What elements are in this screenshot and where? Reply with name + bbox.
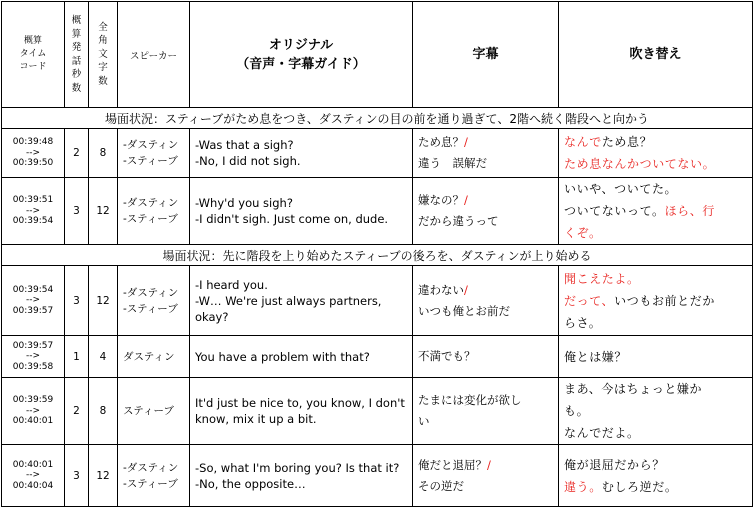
- table-row: [2, 445, 753, 507]
- timecode-cell: 00:39:51 --> 00:39:54: [2, 178, 65, 245]
- chars-cell: 12: [89, 445, 118, 507]
- dub-cell: いいや、ついてた。 ついてないって。ほら、行 くぞ。: [559, 178, 753, 245]
- table-row: [2, 336, 753, 378]
- dub-cell: なんでため息？ ため息なんかついてない。: [559, 129, 753, 178]
- original-cell: -Why'd you sigh? -I didn't sigh. Just come on, dude.: [190, 178, 413, 245]
- subtitle-cell: ため息？/ 違う 誤解だ: [413, 129, 559, 178]
- table-row: [2, 178, 753, 245]
- speaker-cell: スティーブ: [118, 378, 190, 445]
- seconds-cell: 2: [65, 378, 89, 445]
- chars-cell: 8: [89, 378, 118, 445]
- dub-cell: 聞こえたよ。 だって、いつもお前とだか らさ。: [559, 266, 753, 336]
- dub-cell: 俺が退屈だから？ 違う。むしろ逆だ。: [559, 445, 753, 507]
- header-row: [2, 2, 753, 108]
- scene-row: [2, 245, 753, 266]
- dub-cell: 俺とは嫌？: [559, 336, 753, 378]
- scene-description: 場面状況：スティーブがため息をつき、ダスティンの目の前を通り過ぎて、2階へ続く階段へと向かう: [2, 108, 753, 129]
- subtitle-cell: 違わない/ いつも俺とお前だ: [413, 266, 559, 336]
- subtitle-cell: 俺だと退屈？/ その逆だ: [413, 445, 559, 507]
- timecode-cell: 00:39:48 --> 00:39:50: [2, 129, 65, 178]
- header-dub: 吹き替え: [559, 2, 753, 108]
- chars-cell: 12: [89, 266, 118, 336]
- seconds-cell: 3: [65, 445, 89, 507]
- chars-cell: 12: [89, 178, 118, 245]
- subtitle-cell: たまには変化が欲し い: [413, 378, 559, 445]
- table-row: [2, 266, 753, 336]
- table-row: [2, 129, 753, 178]
- header-original: オリジナル （音声・字幕ガイド）: [190, 2, 413, 108]
- seconds-cell: 1: [65, 336, 89, 378]
- original-cell: -I heard you. -W… We're just always partners, okay?: [190, 266, 413, 336]
- header-timecode: 概算 タイム コード: [2, 2, 65, 108]
- speaker-cell: -ダスティン -スティーブ: [118, 129, 190, 178]
- speaker-cell: ダスティン: [118, 336, 190, 378]
- header-seconds: 概 算 発 話 秒 数: [65, 2, 89, 108]
- speaker-cell: -ダスティン -スティーブ: [118, 445, 190, 507]
- seconds-cell: 3: [65, 266, 89, 336]
- scene-description: 場面状況：先に階段を上り始めたスティーブの後ろを、ダスティンが上り始める: [2, 245, 753, 266]
- table-row: [2, 378, 753, 445]
- subtitle-cell: 不満でも？: [413, 336, 559, 378]
- header-speaker: スピーカー: [118, 2, 190, 108]
- timecode-cell: 00:40:01 --> 00:40:04: [2, 445, 65, 507]
- scene-row: [2, 108, 753, 129]
- original-cell: -So, what I'm boring you? Is that it? -No, the opposite…: [190, 445, 413, 507]
- seconds-cell: 2: [65, 129, 89, 178]
- translation-table: [1, 1, 753, 507]
- chars-cell: 4: [89, 336, 118, 378]
- seconds-cell: 3: [65, 178, 89, 245]
- original-cell: -Was that a sigh? -No, I did not sigh.: [190, 129, 413, 178]
- timecode-cell: 00:39:57 --> 00:39:58: [2, 336, 65, 378]
- timecode-cell: 00:39:54 --> 00:39:57: [2, 266, 65, 336]
- original-cell: It'd just be nice to, you know, I don't know, mix it up a bit.: [190, 378, 413, 445]
- header-chars: 全 角 文 字 数: [89, 2, 118, 108]
- timecode-cell: 00:39:59 --> 00:40:01: [2, 378, 65, 445]
- speaker-cell: -ダスティン -スティーブ: [118, 178, 190, 245]
- header-subtitle: 字幕: [413, 2, 559, 108]
- chars-cell: 8: [89, 129, 118, 178]
- speaker-cell: -ダスティン -スティーブ: [118, 266, 190, 336]
- original-cell: You have a problem with that?: [190, 336, 413, 378]
- dub-cell: まあ、今はちょっと嫌か も。 なんでだよ。: [559, 378, 753, 445]
- subtitle-cell: 嫌なの？/ だから違うって: [413, 178, 559, 245]
